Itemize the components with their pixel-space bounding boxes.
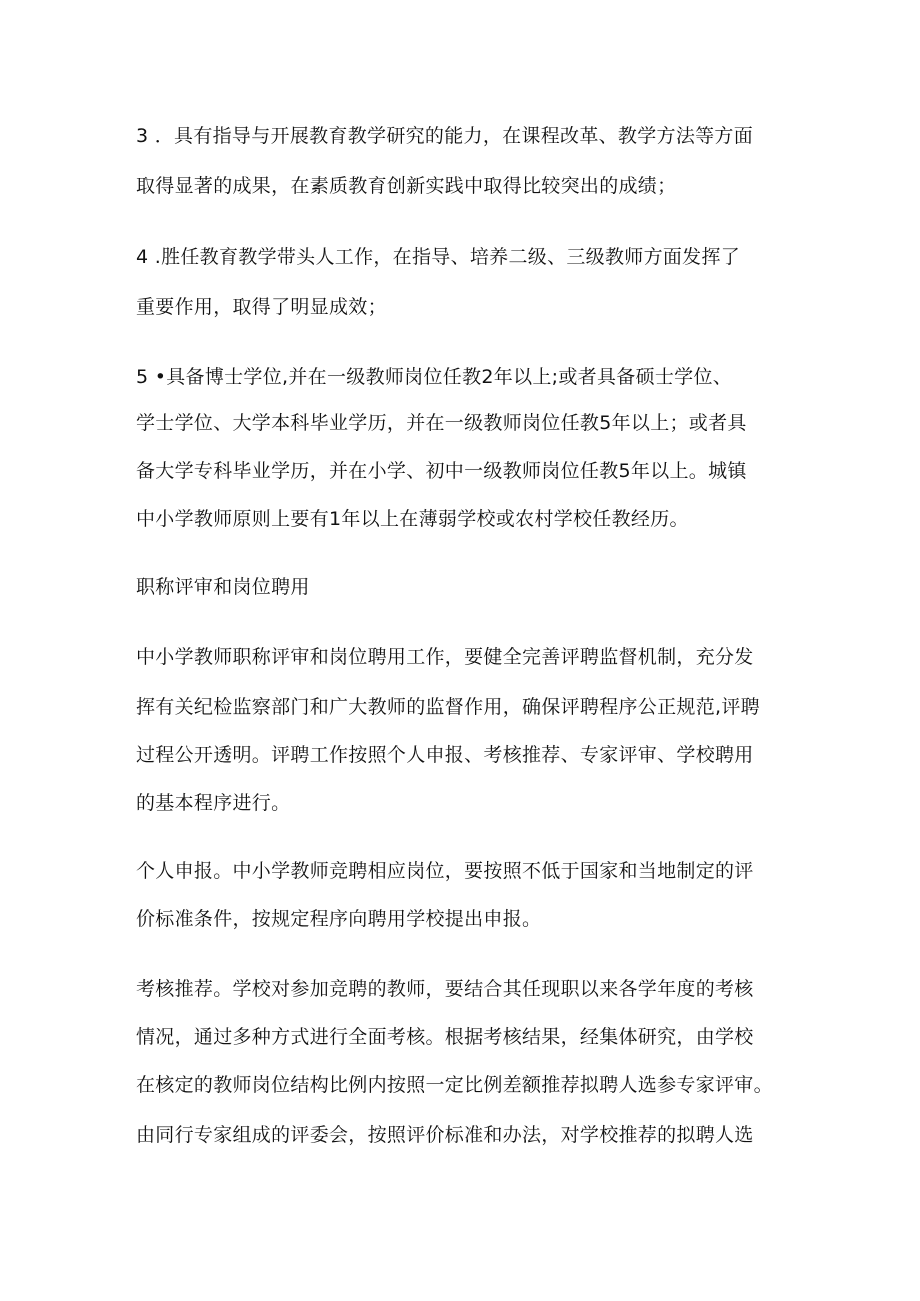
text-line: 4 .胜任教育教学带头人工作，在指导、培养二级、三级教师方面发挥了 <box>136 246 741 268</box>
text-line: 中小学教师原则上要有1年以上在薄弱学校或农村学校任教经历。 <box>136 508 689 530</box>
text-line: 3 ．具有指导与开展教育教学研究的能力，在课程改革、教学方法等方面 <box>136 125 754 147</box>
text-line: 学士学位、大学本科毕业学历，并在一级教师岗位任教5年以上；或者具 <box>136 412 747 434</box>
text-line: 5 •具备博士学位,并在一级教师岗位任教2年以上;或者具备硕士学位、 <box>136 366 733 388</box>
text-line: 考核推荐。学校对参加竞聘的教师，要结合其任现职以来各学年度的考核 <box>136 978 754 1000</box>
text-line: 备大学专科毕业学历，并在小学、初中一级教师岗位任教5年以上。城镇 <box>136 460 747 482</box>
text-line: 挥有关纪检监察部门和广大教师的监督作用，确保评聘程序公正规范,评聘 <box>136 696 760 718</box>
text-line: 中小学教师职称评审和岗位聘用工作，要健全完善评聘监督机制，充分发 <box>136 646 754 668</box>
text-line: 过程公开透明。评聘工作按照个人申报、考核推荐、专家评审、学校聘用 <box>136 744 754 766</box>
text-line: 的基本程序进行。 <box>136 792 291 814</box>
text-line: 取得显著的成果，在素质教育创新实践中取得比较突出的成绩； <box>136 175 677 197</box>
text-line: 情况，通过多种方式进行全面考核。根据考核结果，经集体研究，由学校 <box>136 1026 754 1048</box>
section-heading: 职称评审和岗位聘用 <box>136 576 310 598</box>
text-line: 在核定的教师岗位结构比例内按照一定比例差额推荐拟聘人选参专家评审。 <box>136 1074 773 1096</box>
text-line: 由同行专家组成的评委会，按照评价标准和办法，对学校推荐的拟聘人选 <box>136 1124 754 1146</box>
text-line: 个人申报。中小学教师竞聘相应岗位，要按照不低于国家和当地制定的评 <box>136 860 754 882</box>
text-line: 重要作用，取得了明显成效； <box>136 296 387 318</box>
text-line: 价标准条件，按规定程序向聘用学校提出申报。 <box>136 908 542 930</box>
